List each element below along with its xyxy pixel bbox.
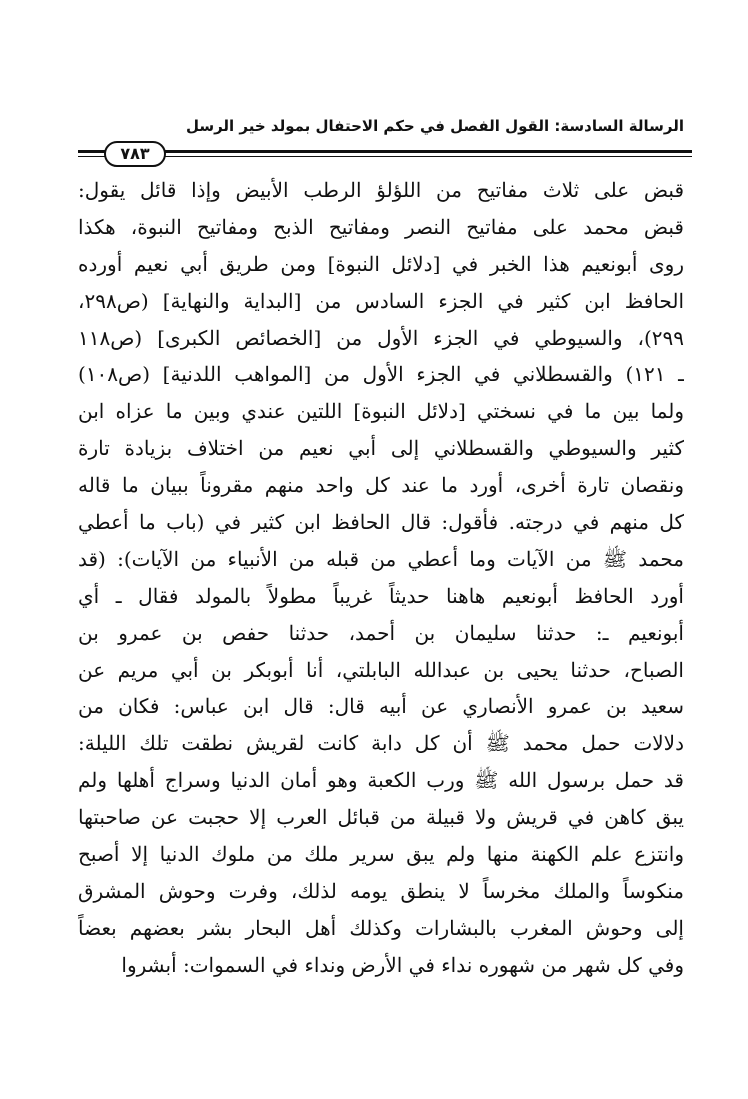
text-line: إلى وحوش المغرب بالبشارات وكذلك أهل البحار بشر بعضهم بعضاً [78, 915, 684, 940]
text-line: يبق كاهن في قريش ولا قبيلة من قبائل العرب إلا حجبت عن صاحبتها [78, 805, 684, 830]
text-line: وفي كل شهر من شهوره نداء في الأرض ونداء في السموات: أبشروا [121, 952, 684, 977]
text-line: كثير والسيوطي والقسطلاني إلى أبي نعيم من اختلاف بزيادة تارة [78, 436, 684, 461]
text-line: ونقصان تارة أخرى، أورد ما عند كل واحد منهم مقروناً ببيان ما قاله [78, 473, 684, 498]
text-line: دلالات حمل محمد ﷺ أن كل دابة كانت لقريش نطقت تلك الليلة: [78, 731, 684, 756]
header-rule-thin-line [78, 156, 692, 157]
text-line: أورد الحافظ أبونعيم هاهنا حديثاً غريباً مطولاً بالمولد فقال ـ أي [78, 583, 684, 608]
text-line: أبونعيم ـ: حدثنا سليمان بن أحمد، حدثنا حفص بن عمرو بن [78, 620, 684, 645]
text-line: قبض محمد على مفاتيح النصر ومفاتيح الذبح ومفاتيح النبوة، هكذا [78, 214, 684, 239]
text-line: منكوساً والملك مخرساً لا ينطق يومه لذلك، وفرت وحوش المشرق [78, 878, 684, 903]
text-line: روى أبونعيم هذا الخبر في [دلائل النبوة] ومن طريق أبي نعيم أورده [78, 251, 684, 276]
text-line: ـ ١٢١) والقسطلاني في الجزء الأول من [المواهب اللدنية] (ص١٠٨) [78, 362, 684, 387]
text-line: قبض على ثلاث مفاتيح من اللؤلؤ الرطب الأبيض وإذا قائل يقول: [78, 178, 684, 202]
text-line: الصباح، حدثنا يحيى بن عبدالله البابلتي، أنا أبوبكر بن أبي مريم عن [78, 657, 684, 682]
header-rule-thick-line [78, 150, 692, 153]
text-line: وانتزع علم الكهنة منها ولم يبق سرير ملك من ملوك الدنيا إلا أصبح [78, 842, 684, 867]
text-line: سعيد بن عمرو الأنصاري عن أبيه قال: قال ابن عباس: فكان من [78, 694, 684, 719]
text-line: محمد ﷺ من الآيات وما أعطي من قبله من الأنبياء من الآيات): (قد [78, 546, 684, 571]
text-line: ولما بين ما في نسختي [دلائل النبوة] اللتين عندي وبين ما عزاه ابن [78, 399, 684, 424]
header-rule [78, 140, 692, 170]
page-number: ٧٨٣ [104, 141, 166, 167]
running-header: الرسالة السادسة: القول الفصل في حكم الاحتفال بمولد خير الرسل [185, 117, 684, 135]
text-line: الحافظ ابن كثير في الجزء السادس من [البداية والنهاية] (ص٢٩٨، [78, 288, 684, 313]
text-line: كل منهم في درجته. فأقول: قال الحافظ ابن كثير في (باب ما أعطي [78, 510, 684, 535]
text-line: ٢٩٩)، والسيوطي في الجزء الأول من [الخصائص الكبرى] (ص١١٨ [78, 325, 684, 350]
body-text [78, 172, 684, 984]
text-line: قد حمل برسول الله ﷺ ورب الكعبة وهو أمان الدنيا وسراج أهلها ولم [78, 768, 684, 793]
